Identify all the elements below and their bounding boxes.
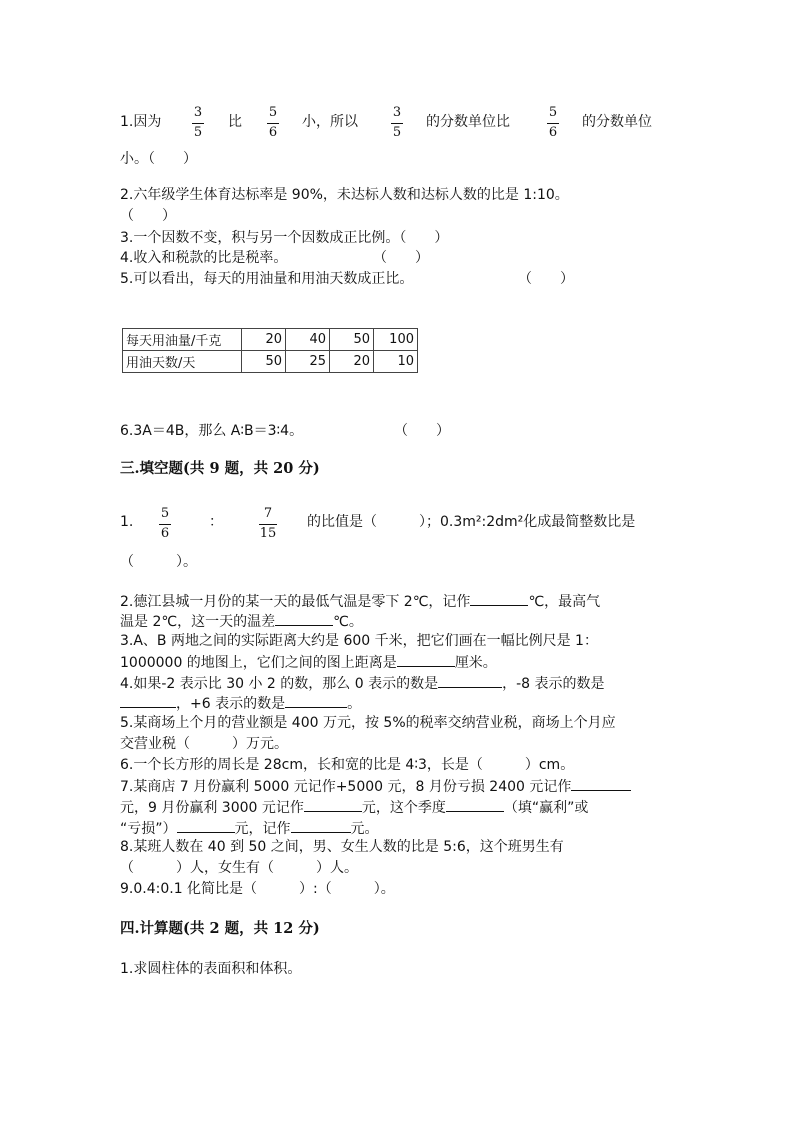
fraction-3-5-b <box>391 106 403 140</box>
table-cell: 10 <box>374 351 418 373</box>
text: 温是 2℃，这一天的温差 <box>120 614 276 630</box>
table-cell: 25 <box>286 351 330 373</box>
text: ℃。 <box>333 614 363 630</box>
judge-q5-answer: （ ） <box>518 271 574 287</box>
text: ，+6 表示的数是 <box>176 696 286 712</box>
judge-q1-text1: 1.因为 <box>120 114 162 130</box>
answer-blank[interactable] <box>446 797 504 812</box>
answer-blank[interactable] <box>571 776 631 791</box>
text: 元。 <box>350 821 379 837</box>
judge-q2-line1: 2.六年级学生体育达标率是 90%，未达标人数和达标人数的比是 1:10。 <box>120 187 569 203</box>
fraction-denominator: 6 <box>548 125 558 140</box>
judge-q3: 3.一个因数不变，积与另一个因数成正比例。（ ） <box>120 230 449 246</box>
text: 1000000 的地图上，它们之间的图上距离是 <box>120 655 397 671</box>
fill-q1-answer: （ ）。 <box>120 554 197 570</box>
answer-blank[interactable] <box>285 693 347 708</box>
fraction-5-6-b <box>547 106 559 140</box>
fraction-denominator: 6 <box>268 125 278 140</box>
fraction-numerator: 5 <box>548 105 558 120</box>
table-row-label: 用油天数/天 <box>123 351 242 373</box>
answer-blank[interactable] <box>291 818 351 833</box>
answer-blank[interactable] <box>304 797 362 812</box>
text: 元，9 月份赢利 3000 元记作 <box>120 800 304 816</box>
judge-q6: 6.3A＝4B，那么 A∶B＝3∶4。 <box>120 423 304 439</box>
judge-q4: 4.收入和税款的比是税率。 <box>120 250 288 266</box>
judge-q5: 5.可以看出，每天的用油量和用油天数成正比。 <box>120 271 414 287</box>
judge-q1-text5: 的分数单位 <box>582 114 652 130</box>
fraction-numerator: 3 <box>193 105 203 120</box>
judge-q6-answer: （ ） <box>394 423 450 439</box>
fraction-7-15 <box>259 507 277 541</box>
fraction-denominator: 5 <box>392 125 402 140</box>
fill-q3-line2 <box>120 652 497 672</box>
fraction-numerator: 5 <box>160 506 170 521</box>
fraction-5-6-c <box>159 507 171 541</box>
answer-blank[interactable] <box>275 611 333 626</box>
fraction-3-5-a <box>192 106 204 140</box>
section-heading-calculation: 四.计算题(共 2 题，共 12 分) <box>120 920 320 937</box>
fraction-numerator: 5 <box>268 105 278 120</box>
table-cell: 100 <box>374 329 418 351</box>
fill-q2-line1 <box>120 591 600 611</box>
fraction-denominator: 5 <box>193 125 203 140</box>
table-cell: 20 <box>242 329 286 351</box>
fill-q6: 6.一个长方形的周长是 28cm，长和宽的比是 4∶3，长是（ ）cm。 <box>120 757 575 773</box>
table-cell: 40 <box>286 329 330 351</box>
answer-blank[interactable] <box>120 693 176 708</box>
fill-q8-line2: （ ）人，女生有（ ）人。 <box>120 860 358 876</box>
judge-q1-text2: 比 <box>228 114 242 130</box>
fill-q5-line1: 5.某商场上个月的营业额是 400 万元，按 5%的税率交纳营业税，商场上个月应 <box>120 715 616 731</box>
text: 元，记作 <box>234 821 291 837</box>
judge-q1-text6: 小。（ ） <box>120 151 197 167</box>
answer-blank[interactable] <box>470 591 528 606</box>
answer-blank[interactable] <box>177 818 235 833</box>
fill-q4-line1 <box>120 673 605 693</box>
fraction-numerator: 3 <box>392 105 402 120</box>
text: 7.某商店 7 月份赢利 5000 元记作+5000 元，8 月份亏损 2400 元记作 <box>120 779 572 795</box>
fraction-denominator: 6 <box>160 526 170 541</box>
fill-q7-line2 <box>120 797 588 817</box>
judge-q2-answer: （ ） <box>120 208 176 224</box>
text: 4.如果-2 表示比 30 小 2 的数，那么 0 表示的数是 <box>120 676 439 692</box>
fill-q7-line1 <box>120 776 631 796</box>
answer-blank[interactable] <box>438 673 502 688</box>
oil-usage-table <box>122 328 418 373</box>
fill-q2-line2 <box>120 611 363 631</box>
fill-q1-text: 的比值是（ ）；0.3m²:2dm²化成最简整数比是 <box>307 514 636 530</box>
calc-q1: 1.求圆柱体的表面积和体积。 <box>120 961 302 977</box>
fill-q1-colon: ： <box>209 514 223 530</box>
table-row <box>123 329 418 351</box>
section-heading-fill-in: 三.填空题(共 9 题，共 20 分) <box>120 460 320 477</box>
fill-q8-line1: 8.某班人数在 40 到 50 之间，男、女生人数的比是 5:6，这个班男生有 <box>120 839 564 855</box>
text: “亏损”） <box>120 821 177 837</box>
text: 厘米。 <box>454 655 497 671</box>
fill-q5-line2: 交营业税（ ）万元。 <box>120 736 288 752</box>
table-cell: 20 <box>330 351 374 373</box>
fill-q1-number: 1. <box>120 514 134 530</box>
answer-blank[interactable] <box>397 652 455 667</box>
fraction-5-6-a <box>267 106 279 140</box>
judge-q1-text3: 小，所以 <box>302 114 358 130</box>
fill-q3-line1: 3.A、B 两地之间的实际距离大约是 600 千米，把它们画在一幅比例尺是 1： <box>120 633 598 649</box>
text: 。 <box>347 696 362 712</box>
fraction-numerator: 7 <box>263 506 273 521</box>
judge-q4-answer: （ ） <box>373 250 429 266</box>
fraction-denominator: 15 <box>259 526 277 541</box>
table-cell: 50 <box>242 351 286 373</box>
table-cell: 50 <box>330 329 374 351</box>
text: 2.德江县城一月份的某一天的最低气温是零下 2℃，记作 <box>120 594 471 610</box>
text: ℃，最高气 <box>528 594 601 610</box>
text: （填“赢利”或 <box>503 800 589 816</box>
table-row <box>123 351 418 373</box>
fill-q7-line3 <box>120 818 379 838</box>
judge-q1-text4: 的分数单位比 <box>426 114 510 130</box>
text: ，-8 表示的数是 <box>502 676 605 692</box>
fill-q4-line2 <box>120 693 361 713</box>
fill-q9: 9.0.4:0.1 化简比是（ ）:（ ）。 <box>120 881 395 897</box>
table-row-label: 每天用油量/千克 <box>123 329 242 351</box>
text: 元，这个季度 <box>361 800 446 816</box>
